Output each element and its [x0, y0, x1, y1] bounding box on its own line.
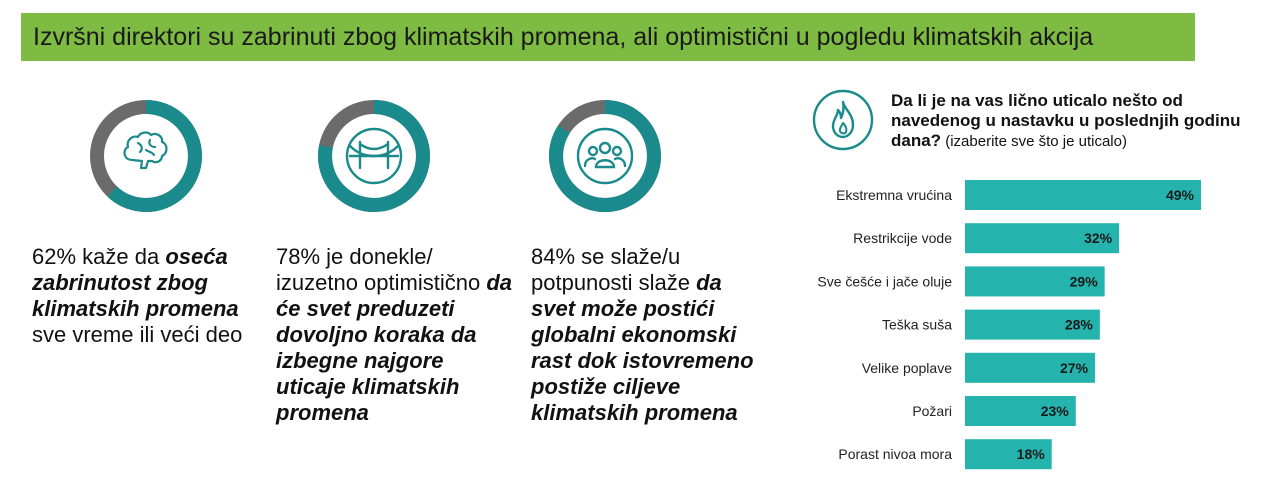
- bar-category-label: Sve češće i jače oluje: [817, 273, 952, 290]
- chart-question: [891, 91, 1261, 152]
- bar-value-label: 32%: [1084, 230, 1113, 247]
- bar-category-label: Teška suša: [881, 316, 952, 333]
- bar-value-label: 49%: [1165, 187, 1194, 203]
- stat-text-plain: 84% se slaže/u potpunosti slaže: [531, 244, 697, 295]
- stat-text-emphasis: da svet može postići globalni ekonomski rast dok istovremeno postiže ciljeve klimatskih promena: [531, 270, 754, 425]
- page-title: Izvršni direktori su zabrinuti zbog klimatskih promena, ali optimistični u pogledu klimatskih akcija: [33, 23, 1094, 51]
- stat-text-3: [531, 244, 771, 426]
- stat-text-plain: 78% je donekle/ izuzetno optimistično: [276, 244, 487, 295]
- stat-text-1: [32, 244, 272, 348]
- bar-value-label: 23%: [1040, 403, 1069, 419]
- people-icon: [578, 129, 632, 183]
- question-note: (izaberite sve što je uticalo): [941, 133, 1127, 150]
- stat-text-2: [276, 244, 516, 426]
- title-banner: [21, 13, 1195, 61]
- donut-chart-2: [316, 98, 432, 214]
- bar-category-label: Restrikcije vode: [853, 230, 952, 247]
- stat-text-emphasis: oseća zabrinutost zbog klimatskih promena: [32, 244, 239, 321]
- bar-category-label: Požari: [912, 403, 952, 419]
- brain-icon: [125, 133, 167, 168]
- donut-chart-3: [547, 98, 663, 214]
- bar-category-label: Porast nivoa mora: [838, 446, 952, 463]
- stat-text-after: sve vreme ili veći deo: [32, 322, 243, 347]
- bar-value-label: 28%: [1064, 316, 1093, 333]
- question-text: Da li je na vas lično uticalo nešto od navedenog u nastavku u poslednjih godinu dana?: [891, 91, 1241, 150]
- bar-category-label: Velike poplave: [861, 359, 952, 376]
- bar-value-label: 18%: [1016, 446, 1045, 463]
- bar-category-label: Ekstremna vrućina: [836, 187, 952, 203]
- stat-text-plain: 62% kaže da: [32, 244, 166, 269]
- bar-value-label: 27%: [1060, 359, 1089, 376]
- bar-value-label: 29%: [1069, 273, 1098, 290]
- flame-icon: [811, 88, 875, 152]
- stat-text-emphasis: da će svet preduzeti dovoljno koraka da izbegne najgore uticaje klimatskih promena: [276, 270, 513, 425]
- bar-chart: [780, 170, 1220, 475]
- donut-chart-1: [88, 98, 204, 214]
- bridge-icon: [347, 129, 401, 183]
